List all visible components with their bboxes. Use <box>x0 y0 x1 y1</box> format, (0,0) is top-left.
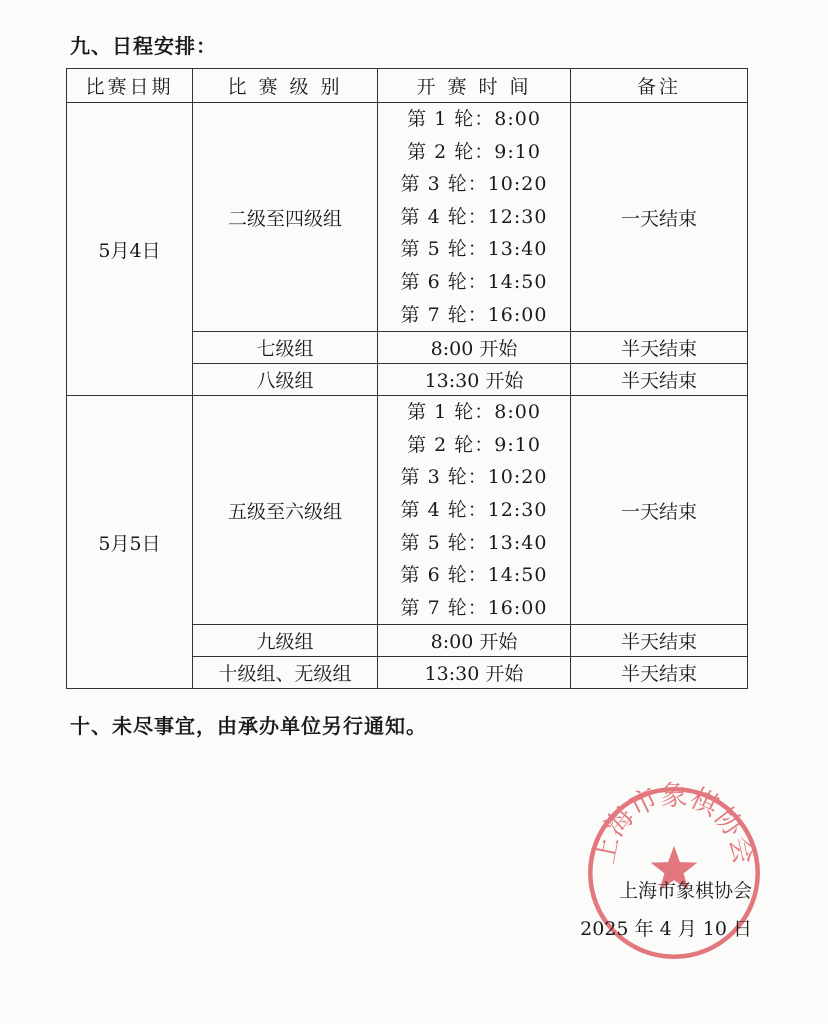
level-cell: 八级组 <box>193 364 378 396</box>
level-cell: 七级组 <box>193 332 378 364</box>
header-level: 比 赛 级 别 <box>193 69 378 103</box>
round-time: 第 3 轮：10:20 <box>400 466 548 489</box>
round-time: 第 1 轮：8:00 <box>407 108 541 130</box>
round-time: 第 4 轮：12:30 <box>400 205 548 228</box>
note-cell: 半天结束 <box>571 625 748 657</box>
signature-date: 2025 年 4 月 10 日 <box>580 918 752 940</box>
round-time: 第 6 轮：14:50 <box>400 270 548 293</box>
section-10-title: 十、未尽事宜，由承办单位另行通知。 <box>70 714 427 738</box>
round-time: 第 5 轮：13:40 <box>400 238 548 261</box>
round-time: 第 7 轮：16:00 <box>400 596 548 619</box>
level-cell: 二级至四级组 <box>193 103 378 332</box>
start-time-cell: 8:00 开始 <box>378 625 571 657</box>
level-cell: 九级组 <box>193 625 378 657</box>
date-cell: 5月5日 <box>67 396 193 689</box>
note-cell: 半天结束 <box>571 657 748 689</box>
section-9-title: 九、日程安排： <box>70 34 217 58</box>
note-cell: 半天结束 <box>571 332 748 364</box>
signature-organization: 上海市象棋协会 <box>618 880 752 902</box>
table-row <box>67 103 748 332</box>
round-time: 第 4 轮：12:30 <box>400 498 548 521</box>
round-times-cell <box>378 396 571 625</box>
start-time-cell: 13:30 开始 <box>378 657 571 689</box>
round-time: 第 7 轮：16:00 <box>400 303 548 326</box>
round-time: 第 3 轮：10:20 <box>400 173 548 196</box>
start-time-cell: 8:00 开始 <box>378 332 571 364</box>
round-time: 第 2 轮：9:10 <box>407 433 541 456</box>
round-times-cell <box>378 103 571 332</box>
schedule-table <box>66 68 748 689</box>
note-cell: 半天结束 <box>571 364 748 396</box>
level-cell: 五级至六级组 <box>193 396 378 625</box>
table-row <box>67 396 748 625</box>
level-cell: 十级组、无级组 <box>193 657 378 689</box>
round-time: 第 2 轮：9:10 <box>407 140 541 163</box>
round-time: 第 6 轮：14:50 <box>400 564 548 587</box>
header-time: 开 赛 时 间 <box>378 69 571 103</box>
table-header-row <box>67 69 748 103</box>
round-time: 第 1 轮：8:00 <box>407 401 541 424</box>
svg-text:上海市象棋协会: 上海市象棋协会 <box>588 782 760 867</box>
note-cell: 一天结束 <box>571 396 748 625</box>
round-time: 第 5 轮：13:40 <box>400 531 548 554</box>
note-cell: 一天结束 <box>571 103 748 332</box>
date-cell: 5月4日 <box>67 103 193 396</box>
header-date: 比赛日期 <box>67 69 193 103</box>
start-time-cell: 13:30 开始 <box>378 364 571 396</box>
header-note: 备注 <box>571 69 748 103</box>
